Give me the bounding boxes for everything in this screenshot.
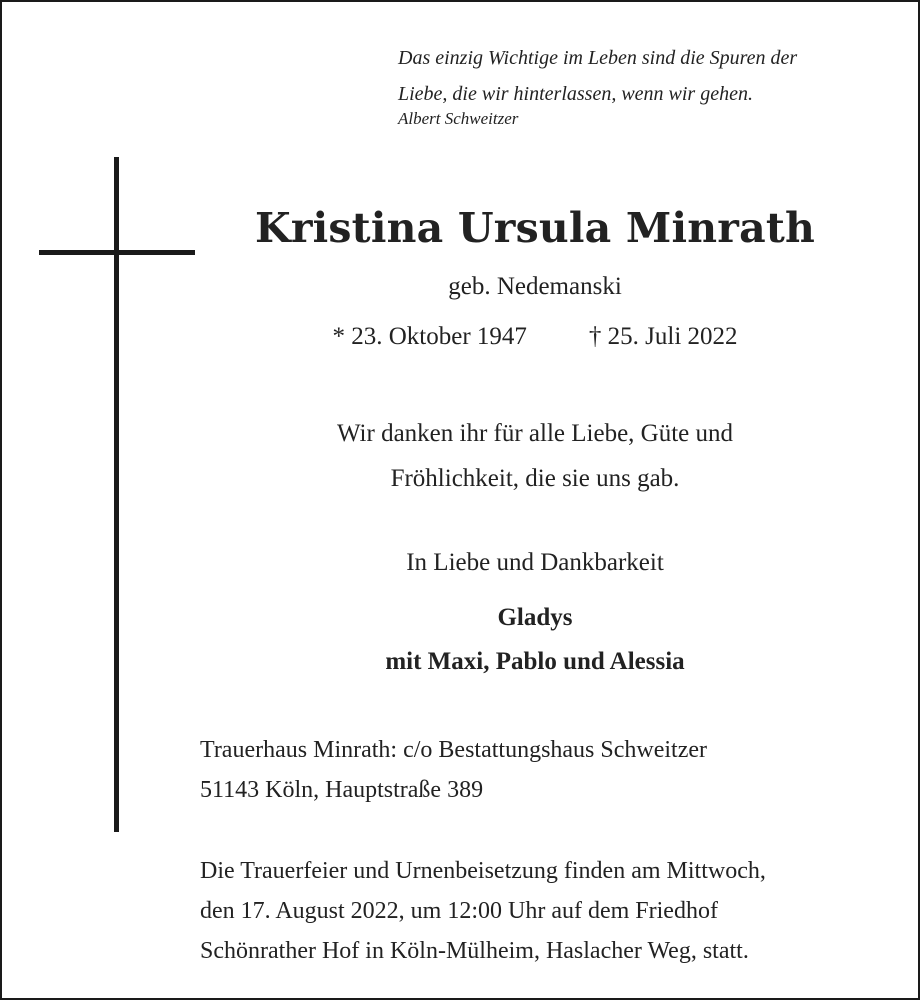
thanks-line: Wir danken ihr für alle Liebe, Güte und <box>336 420 734 447</box>
thanks-line: Fröhlichkeit, die sie uns gab. <box>390 465 680 492</box>
family-signature <box>200 596 870 684</box>
family-line: mit Maxi, Pablo und Alessia <box>385 648 685 675</box>
life-dates <box>200 320 870 354</box>
mourning-house-address <box>200 730 890 810</box>
quote-line: Liebe, die wir hinterlassen, wenn wir gehen. <box>398 83 753 105</box>
ceremony-info <box>200 851 890 971</box>
cross-icon-horizontal-bar <box>39 250 195 255</box>
cross-icon-vertical-bar <box>114 157 119 832</box>
closing-phrase: In Liebe und Dankbarkeit <box>406 549 664 576</box>
ceremony-line: Die Trauerfeier und Urnenbeisetzung finden am Mittwoch, <box>200 858 766 884</box>
address-line: 51143 Köln, Hauptstraße 389 <box>200 777 484 803</box>
family-line: Gladys <box>497 604 573 631</box>
deceased-name: Kristina Ursula Minrath <box>254 204 815 252</box>
birth-date: * 23. Oktober 1947 <box>332 323 527 350</box>
death-date: † 25. Juli 2022 <box>588 323 738 350</box>
birth-name: geb. Nedemanski <box>448 273 622 300</box>
quote-line: Das einzig Wichtige im Leben sind die Spuren der <box>398 47 798 69</box>
thanks-text <box>200 411 870 501</box>
ceremony-line: Schönrather Hof in Köln-Mülheim, Haslacher Weg, statt. <box>200 938 749 964</box>
address-line: Trauerhaus Minrath: c/o Bestattungshaus Schweitzer <box>200 737 708 763</box>
quote-author: Albert Schweitzer <box>398 109 519 128</box>
epigraph-quote <box>398 40 903 130</box>
ceremony-line: den 17. August 2022, um 12:00 Uhr auf dem Friedhof <box>200 898 718 924</box>
